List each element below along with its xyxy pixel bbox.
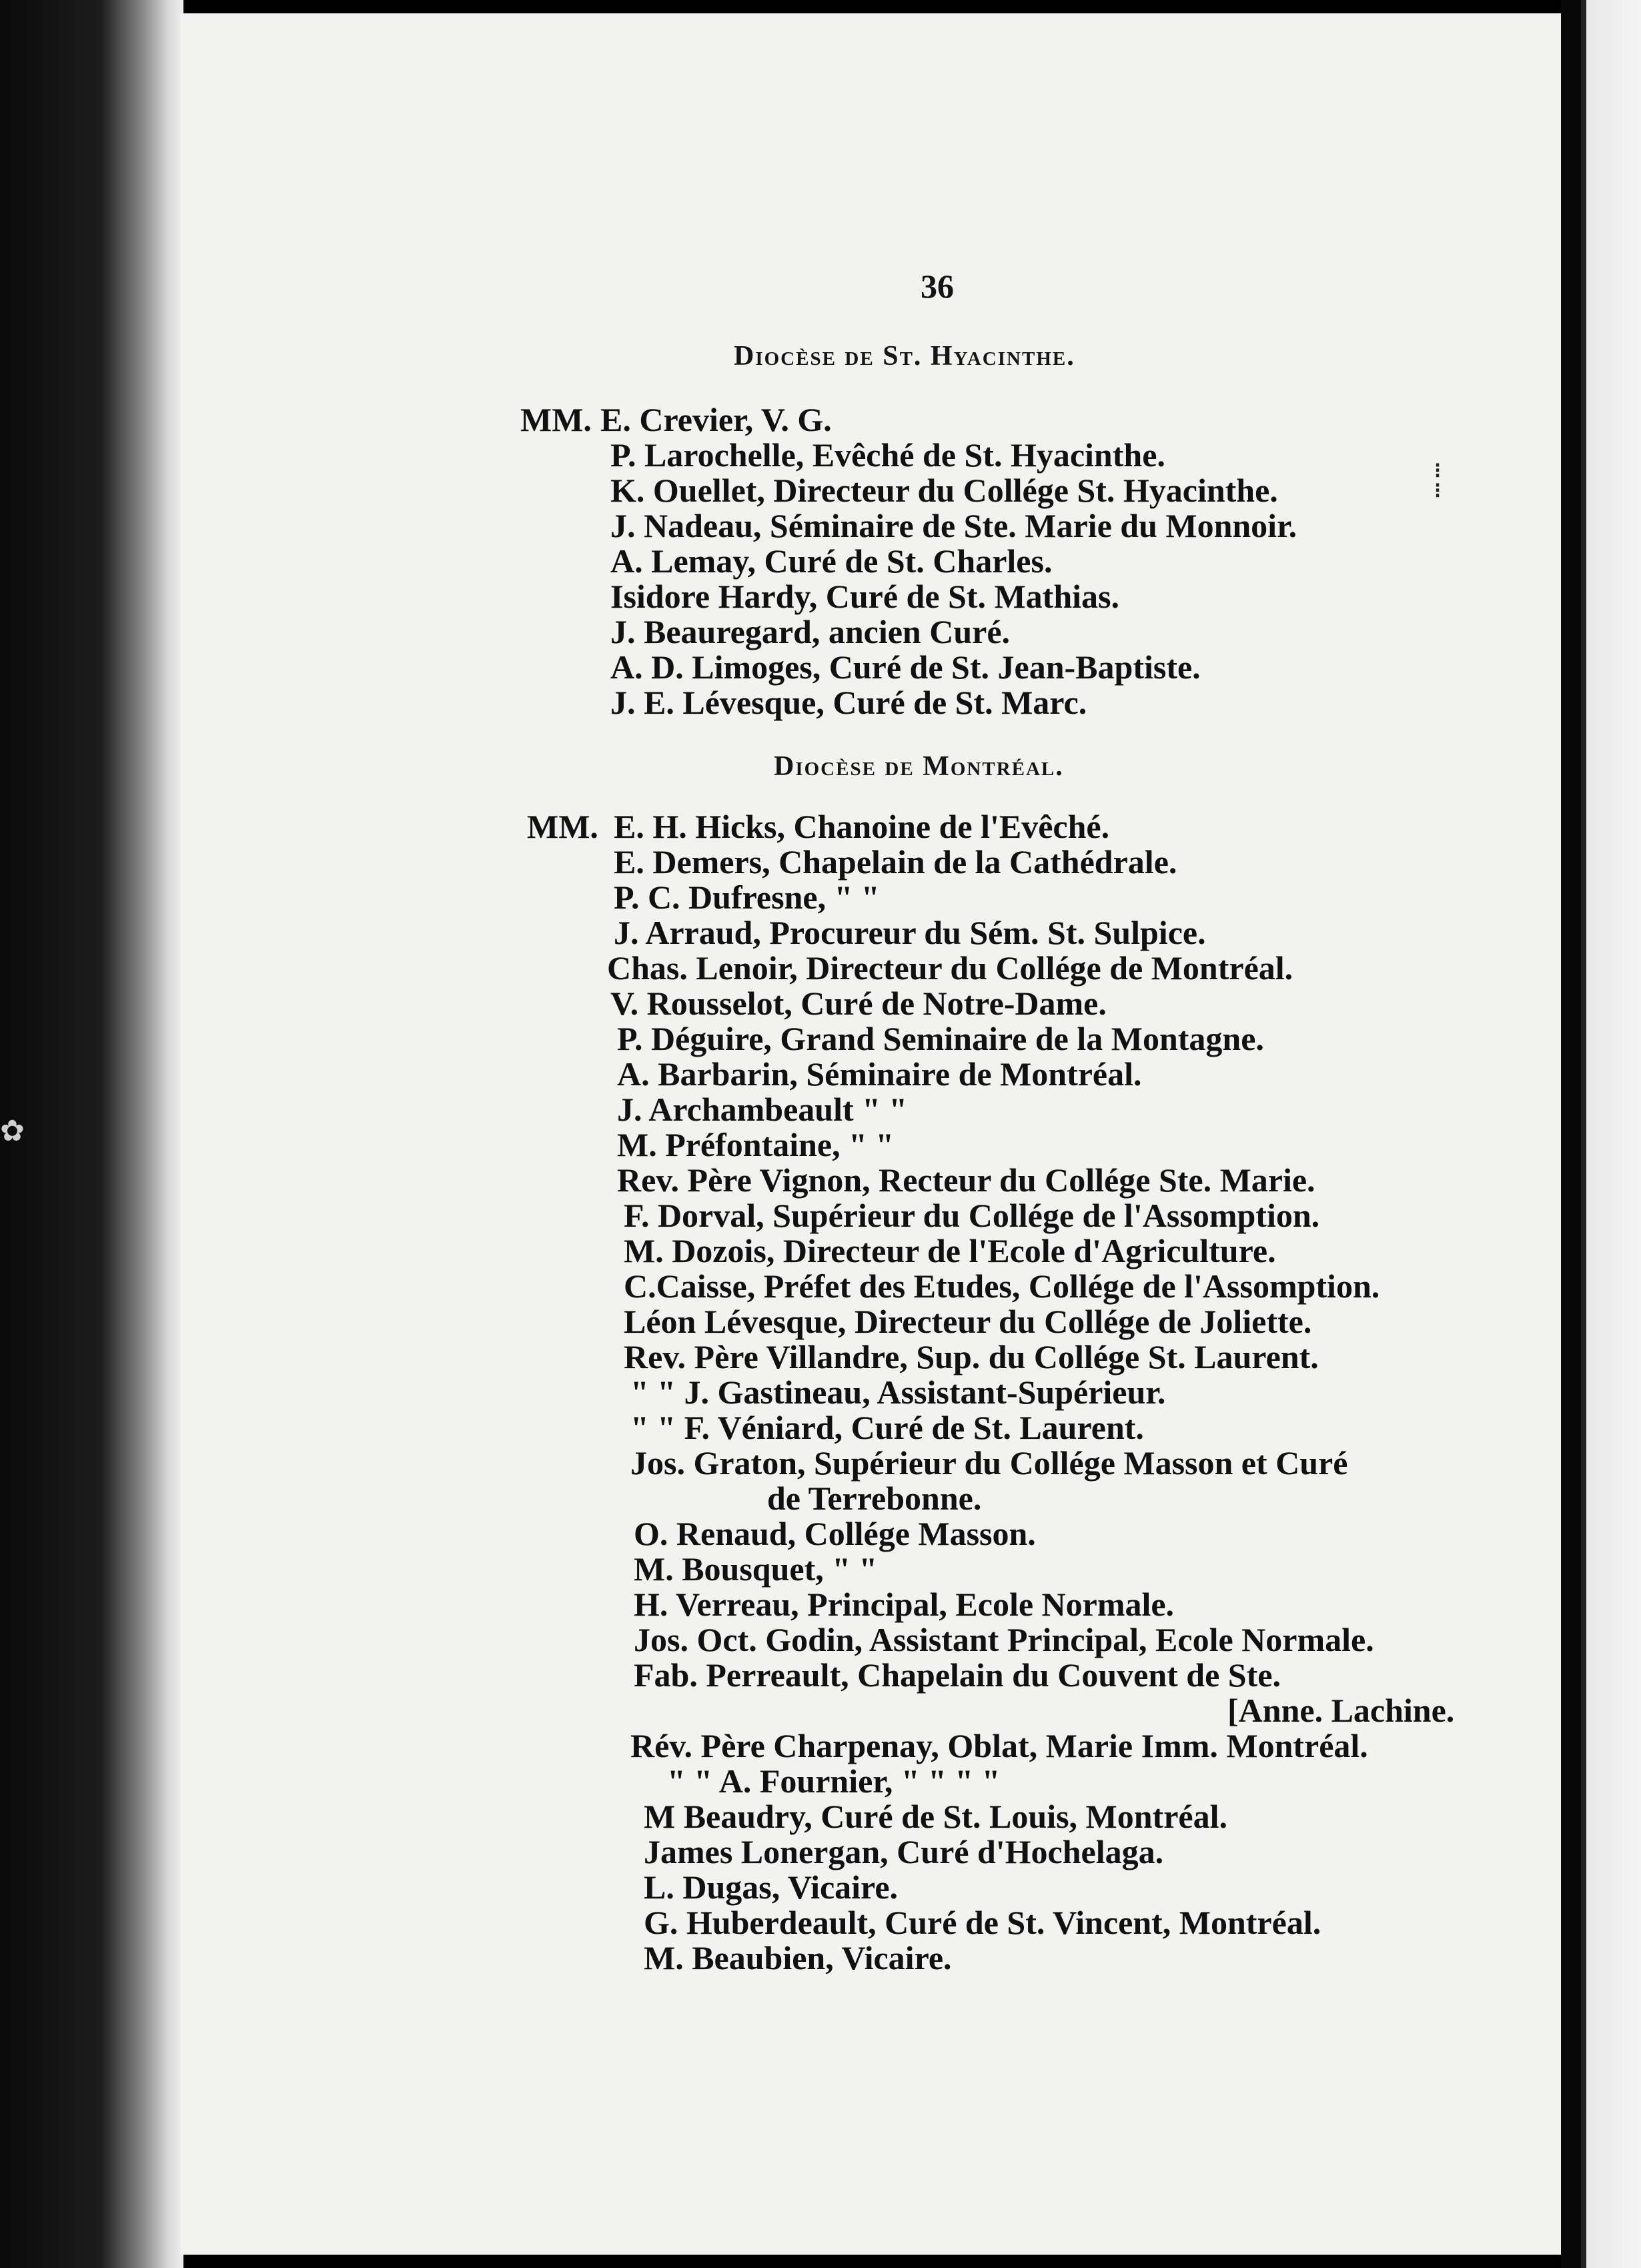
clergy-entry: C.Caisse, Préfet des Etudes, Collége de l'Assomption. (624, 1267, 1380, 1305)
clergy-entry: Léon Lévesque, Directeur du Collége de Joliette. (624, 1303, 1312, 1340)
clergy-entry: M Beaudry, Curé de St. Louis, Montréal. (644, 1798, 1227, 1835)
clergy-entry: Rev. Père Vignon, Recteur du Collége Ste. Marie. (617, 1161, 1315, 1199)
clergy-entry: F. Dorval, Supérieur du Collége de l'Assomption. (624, 1197, 1320, 1234)
clergy-entry: Rév. Père Charpenay, Oblat, Marie Imm. Montréal. (630, 1727, 1368, 1764)
honorific-prefix: MM. (527, 808, 598, 845)
page-number: 36 (921, 267, 954, 305)
clergy-entry: J. Archambeault " " (617, 1091, 908, 1128)
clergy-entry: E. H. Hicks, Chanoine de l'Evêché. (614, 808, 1110, 845)
clergy-entry: L. Dugas, Vicaire. (644, 1868, 899, 1906)
scan-smudge: ✿ (0, 1115, 25, 1147)
clergy-entry: " " J. Gastineau, Assistant-Supérieur. (630, 1373, 1166, 1411)
clergy-entry: M. Préfontaine, " " (617, 1126, 895, 1163)
clergy-entry: " " A. Fournier, " " " " (667, 1762, 1001, 1800)
clergy-entry: K. Ouellet, Directeur du Collége St. Hyacinthe. (610, 472, 1278, 509)
clergy-entry-continuation: [Anne. Lachine. (1227, 1692, 1455, 1729)
clergy-entry: Fab. Perreault, Chapelain du Couvent de Ste. (634, 1656, 1281, 1694)
clergy-entry: O. Renaud, Collége Masson. (634, 1515, 1036, 1552)
clergy-entry: P. Déguire, Grand Seminaire de la Montagne. (617, 1020, 1264, 1057)
clergy-entry: A. Barbarin, Séminaire de Montréal. (617, 1055, 1142, 1093)
section-heading-montreal: Diocèse de Montréal. (774, 751, 1064, 782)
clergy-entry: Rev. Père Villandre, Sup. du Collége St. Laurent. (624, 1338, 1319, 1375)
clergy-entry: P. Larochelle, Evêché de St. Hyacinthe. (610, 436, 1165, 474)
clergy-entry: " " F. Véniard, Curé de St. Laurent. (630, 1409, 1144, 1446)
clergy-entry: G. Huberdeault, Curé de St. Vincent, Montréal. (644, 1904, 1321, 1941)
clergy-entry: A. Lemay, Curé de St. Charles. (610, 542, 1053, 580)
clergy-entry: Jos. Oct. Godin, Assistant Principal, Ecole Normale. (634, 1621, 1374, 1658)
clergy-entry: E. Demers, Chapelain de la Cathédrale. (614, 843, 1177, 881)
clergy-entry: H. Verreau, Principal, Ecole Normale. (634, 1586, 1175, 1623)
clergy-entry: J. Arraud, Procureur du Sém. St. Sulpice. (614, 914, 1206, 951)
clergy-entry: J. Nadeau, Séminaire de Ste. Marie du Monnoir. (610, 507, 1297, 544)
clergy-entry: Isidore Hardy, Curé de St. Mathias. (610, 578, 1119, 615)
section-heading-st-hyacinthe: Diocèse de St. Hyacinthe. (734, 341, 1075, 372)
clergy-entry: M. Beaubien, Vicaire. (644, 1939, 952, 1976)
clergy-entry-continuation: de Terrebonne. (767, 1480, 982, 1517)
clergy-entry: P. C. Dufresne, " " (614, 879, 880, 916)
clergy-entry: James Lonergan, Curé d'Hochelaga. (644, 1833, 1164, 1870)
clergy-entry: M. Dozois, Directeur de l'Ecole d'Agriculture. (624, 1232, 1276, 1269)
clergy-entry: V. Rousselot, Curé de Notre-Dame. (610, 985, 1107, 1022)
honorific-prefix: MM. (520, 401, 592, 438)
clergy-entry: E. Crevier, V. G. (600, 401, 832, 438)
clergy-entry: M. Bousquet, " " (634, 1550, 878, 1588)
clergy-entry: J. Beauregard, ancien Curé. (610, 613, 1011, 650)
clergy-entry: A. D. Limoges, Curé de St. Jean-Baptiste. (610, 648, 1201, 686)
clergy-entry: Chas. Lenoir, Directeur du Collége de Montréal. (607, 949, 1293, 987)
margin-mark: ⁝ ⁝ (1434, 458, 1442, 502)
clergy-entry: J. E. Lévesque, Curé de St. Marc. (610, 684, 1087, 721)
clergy-entry: Jos. Graton, Supérieur du Collége Masson et Curé (630, 1444, 1348, 1482)
